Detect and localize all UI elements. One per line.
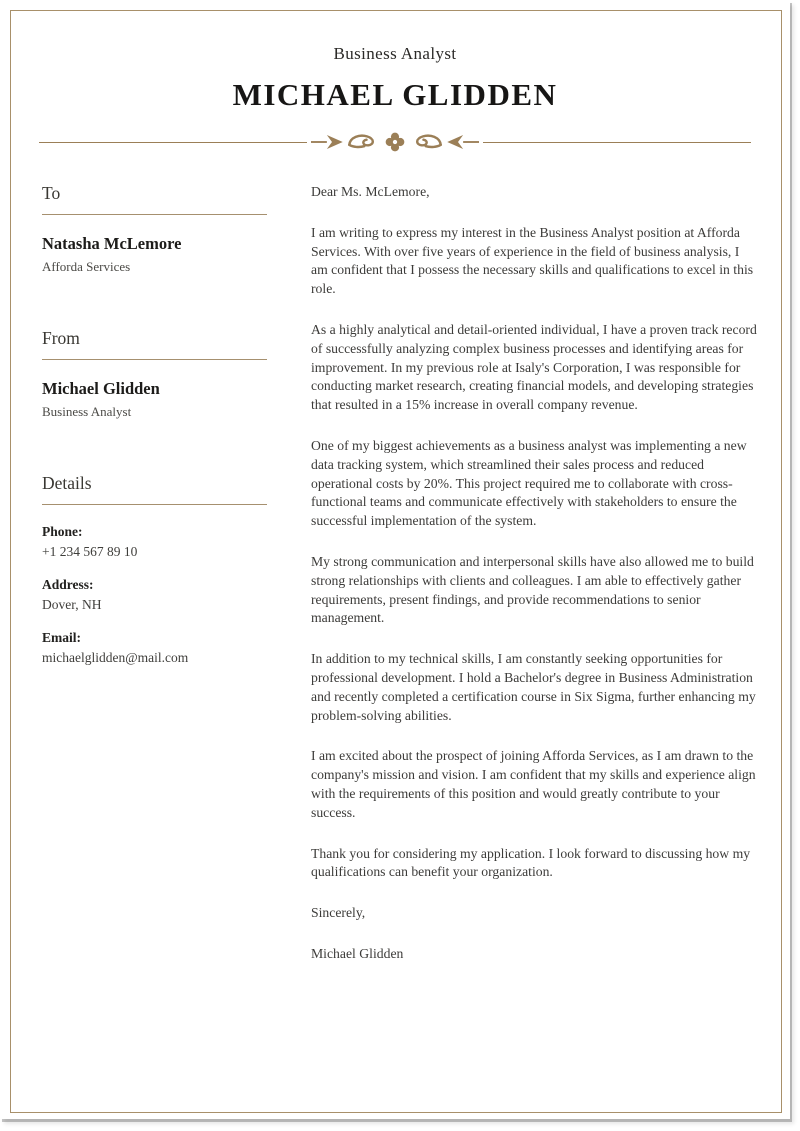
sender-name: Michael Glidden <box>42 379 160 398</box>
letter-header <box>0 0 790 154</box>
divider-rule-left <box>39 142 307 143</box>
address-label: Address: <box>42 577 94 592</box>
details-heading: Details <box>42 473 92 493</box>
sender-role: Business Analyst <box>42 404 132 419</box>
divider-rule-right <box>483 142 751 143</box>
sidebar <box>42 183 267 986</box>
letter-body <box>311 183 758 986</box>
detail-phone <box>42 524 267 560</box>
recipient-org: Afforda Services <box>42 259 131 274</box>
address-value: Dover, NH <box>42 597 102 612</box>
detail-address <box>42 577 267 613</box>
to-section <box>42 183 267 275</box>
email-label: Email: <box>42 630 81 645</box>
phone-value: +1 234 567 89 10 <box>42 544 138 559</box>
details-rule <box>42 504 267 505</box>
body-paragraph: Thank you for considering my application. I look forward to discussing how my qualifications can benefit your organization. <box>311 845 751 880</box>
phone-label: Phone: <box>42 524 83 539</box>
ornament-divider <box>39 130 751 154</box>
detail-email <box>42 630 267 666</box>
flourish-icon <box>311 130 479 154</box>
details-section <box>42 473 267 666</box>
body-paragraph: My strong communication and interpersonal skills have also allowed me to build strong relationships with clients and colleagues. I am able to effectively gather requirements, present findings, and provide recommendations to senior management. <box>311 553 754 626</box>
from-section <box>42 328 267 420</box>
from-heading: From <box>42 328 80 348</box>
body-paragraph: One of my biggest achievements as a business analyst was implementing a new data tracking system, which streamlined their sales process and reduced operational costs by 20%. This project required me to collaborate with cross-functional teams and communicate effectively with stakeholders to ensure the successful implementation of the system. <box>311 437 747 529</box>
header-role-title: Business Analyst <box>333 44 457 63</box>
salutation: Dear Ms. McLemore, <box>311 184 430 199</box>
from-rule <box>42 359 267 360</box>
header-name: MICHAEL GLIDDEN <box>232 77 558 112</box>
closing: Sincerely, <box>311 905 366 921</box>
to-heading: To <box>42 183 61 203</box>
body-paragraph: I am writing to express my interest in the Business Analyst position at Afforda Services. With over five years of experience in the field of business analysis, I am confident that I possess the necessary skills and qualifications to excel in this role. <box>311 224 754 297</box>
body-paragraph: In addition to my technical skills, I am constantly seeking opportunities for professional development. I hold a Bachelor's degree in Business Administration and recently completed a certification course in Six Sigma, further enhancing my problem-solving abilities. <box>311 651 756 723</box>
to-rule <box>42 214 267 215</box>
recipient-name: Natasha McLemore <box>42 234 182 253</box>
letter-content <box>0 183 790 986</box>
body-paragraph: As a highly analytical and detail-oriented individual, I have a proven track record of successfully analyzing complex business processes and identifying areas for improvement. In my previous role at Isaly's Corporation, I was responsible for conducting market research, creating financial models, and developing strategies that resulted in a 15% increase in overall company revenue. <box>311 321 757 413</box>
body-paragraph: I am excited about the prospect of joining Afforda Services, as I am drawn to the company's mission and vision. I am confident that my skills and experience align with the requirements of this position and would greatly contribute to your success. <box>311 748 756 820</box>
signature: Michael Glidden <box>311 945 404 961</box>
email-value: michaelglidden@mail.com <box>42 650 189 665</box>
